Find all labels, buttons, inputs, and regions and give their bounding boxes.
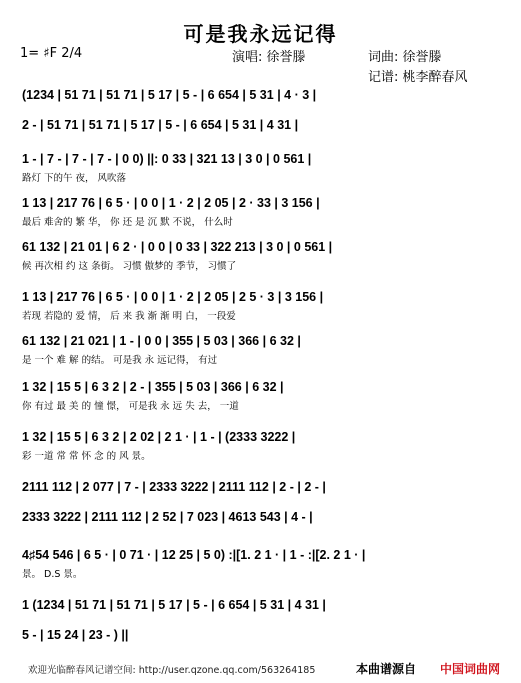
singer-credit: 演唱: 徐誉滕 xyxy=(232,50,306,65)
notation-line: 2333 3222 | 2111 112 | 2 52 | 7 023 | 4613 543 | 4 - | xyxy=(22,510,313,524)
notation-line: 2 - | 51 71 | 51 71 | 5 17 | 5 - | 6 654 | 5 31 | 4 31 | xyxy=(22,118,299,132)
lyric-line: 最后 难舍的 繁 华， 你 还 是 沉 默 不说， 什么时 xyxy=(22,217,233,228)
lyric-line: 景。 D.S 景。 xyxy=(22,569,83,580)
lyric-line: 候 再次相 约 这 条街。 习惯 傲梦的 季节， 习惯了 xyxy=(22,261,237,272)
page-title: 可是我永远记得 xyxy=(183,22,338,46)
footer-link-text: 欢迎光临醉春风记谱空间: http://user.qzone.qq.com/563264185 xyxy=(28,665,316,676)
notation-line: 1 13 | 217 76 | 6 5 · | 0 0 | 1 · 2 | 2 05 | 2 · 33 | 3 156 | xyxy=(22,196,320,210)
notation-line: (1234 | 51 71 | 51 71 | 5 17 | 5 - | 6 654 | 5 31 | 4 · 3 | xyxy=(22,88,317,102)
footer-source-site: 中国词曲网 xyxy=(440,662,501,676)
notation-line: 4♯54 546 | 6 5 · | 0 71 · | 12 25 | 5 0) :|[1. 2 1 · | 1 - :|[2. 2 1 · | xyxy=(22,548,366,562)
notation-line: 5 - | 15 24 | 23 - ) || xyxy=(22,628,129,642)
lyric-line: 你 有过 最 美 的 憧 憬， 可是我 永 远 失 去， 一道 xyxy=(22,401,239,412)
lyric-line: 路灯 下的午 夜， 风吹落 xyxy=(22,173,127,184)
notation-line: 1 - | 7 - | 7 - | 7 - | 0 0) ||: 0 33 | 321 13 | 3 0 | 0 561 | xyxy=(22,152,312,166)
notation-line: 1 32 | 15 5 | 6 3 2 | 2 02 | 2 1 · | 1 - | (2333 3222 | xyxy=(22,430,296,444)
notation-line: 1 (1234 | 51 71 | 51 71 | 5 17 | 5 - | 6 654 | 5 31 | 4 31 | xyxy=(22,598,326,612)
lyric-line: 若现 若隐的 爱 情， 后 来 我 渐 渐 明 白， 一段爱 xyxy=(22,311,236,322)
notation-line: 1 13 | 217 76 | 6 5 · | 0 0 | 1 · 2 | 2 05 | 2 5 · 3 | 3 156 | xyxy=(22,290,324,304)
notation-line: 61 132 | 21 021 | 1 - | 0 0 | 355 | 5 03 | 366 | 6 32 | xyxy=(22,334,301,348)
lyric-line: 彩 一道 常 常 怀 念 的 风 景。 xyxy=(22,451,151,462)
composer-credit: 词曲: 徐誉滕 xyxy=(368,50,442,65)
notation-line: 1 32 | 15 5 | 6 3 2 | 2 - | 355 | 5 03 | 366 | 6 32 | xyxy=(22,380,284,394)
key-signature: 1= ♯F 2/4 xyxy=(20,46,83,61)
lyric-line: 是 一个 难 解 的结。 可是我 永 远记得， 有过 xyxy=(22,355,218,366)
footer-source-label: 本曲谱源自 xyxy=(356,662,417,676)
notation-line: 2111 112 | 2 077 | 7 - | 2333 3222 | 2111 112 | 2 - | 2 - | xyxy=(22,480,326,494)
notation-line: 61 132 | 21 01 | 6 2 · | 0 0 | 0 33 | 322 213 | 3 0 | 0 561 | xyxy=(22,240,333,254)
transcriber-credit: 记谱: 桃李醉春风 xyxy=(368,70,468,85)
